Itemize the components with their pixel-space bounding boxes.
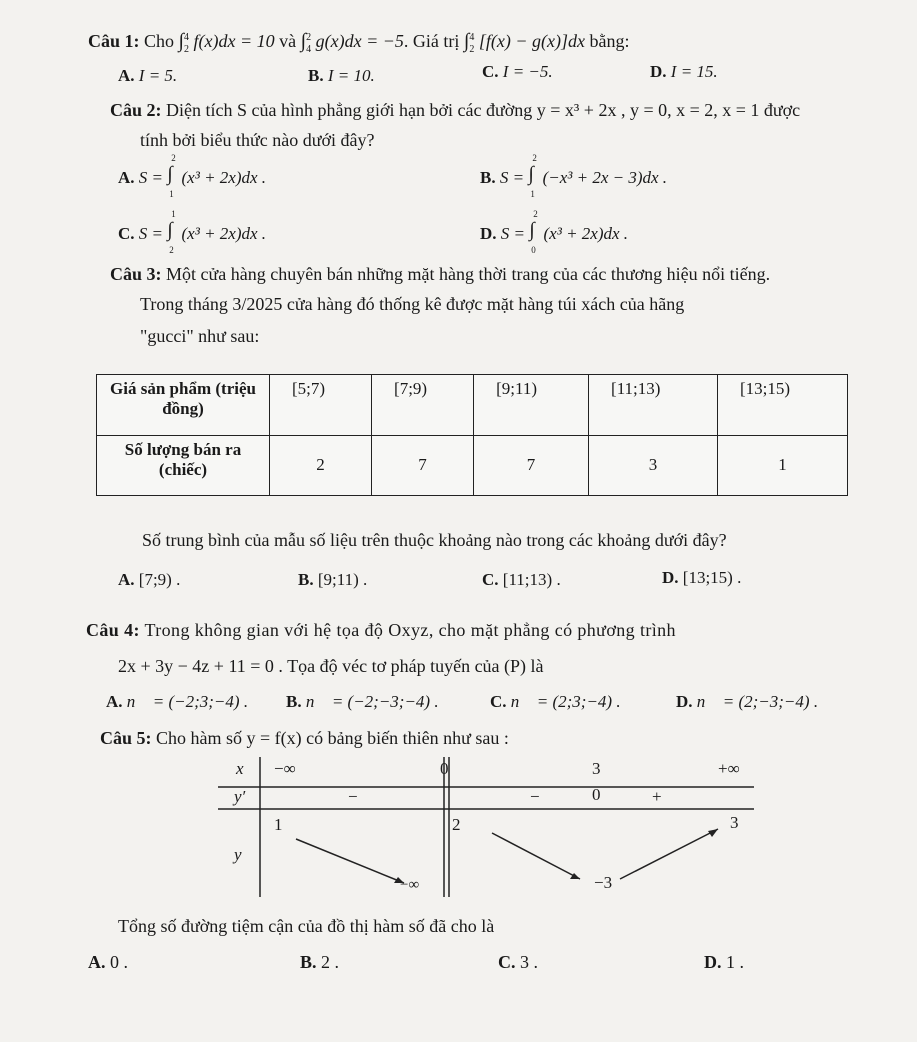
q2-option-b-letter: B. [480,168,496,187]
q5-label: Câu 5: [100,728,152,748]
q2-option-c[interactable] [118,209,267,256]
q5-text: Cho hàm số y = f(x) có bảng biến thiên như sau : [156,728,509,748]
q3-option-d-letter: D. [662,568,679,587]
vt-y-val-1: 1 [274,815,283,834]
q3-label: Câu 3: [110,264,162,284]
vt-y-label: y [234,845,242,864]
q2-option-c-sub: 2 [169,245,174,256]
q1-option-d-text: I = 15. [670,62,718,81]
q1-text-c: bằng: [589,31,630,51]
vt-x-val-2: 0 [440,759,449,778]
q2-option-c-lhs: S = [138,224,164,243]
q1-option-b-text: I = 10. [327,66,375,85]
table-row [97,435,848,496]
q1-option-c-text: I = −5. [502,62,553,81]
vt-arrowhead-3 [708,829,718,837]
q3-option-c[interactable] [482,570,561,590]
vt-y-val-neg-inf: −∞ [400,877,420,893]
q1-option-b-letter: B. [308,66,324,85]
q1-option-d[interactable] [650,62,718,82]
vt-x-label: x [236,759,244,778]
q1-i3-sub: 2 [469,43,475,55]
q1-integral-2-body: g(x)dx = −5 [315,31,404,51]
vt-yp-sign-2: − [530,787,540,806]
q5-option-c[interactable] [498,952,538,973]
q5-option-c-letter: C. [498,952,516,972]
vt-yp-zero: 0 [592,785,601,804]
q2-stem-line2: tính bởi biểu thức nào dưới đây? [140,130,375,150]
q4-option-a-letter: A. [106,692,123,711]
q3-option-b-letter: B. [298,570,314,589]
q2-option-b[interactable] [480,153,668,200]
q3-option-c-text: [11;13) . [502,570,561,589]
q2-option-b-sup: 2 [532,153,537,164]
q3-table-count-5: 1 [717,435,847,496]
q2-option-d-sub: 0 [531,245,536,256]
q2-option-b-sub: 1 [530,189,535,200]
q2-option-c-sup: 1 [171,209,176,220]
q2-option-a-body: (x³ + 2x)dx . [181,168,267,187]
q4-stem-line1 [86,620,676,641]
q1-option-a-letter: A. [118,66,135,85]
q1-and: và [279,31,297,51]
q4-option-c-text: n⃗ = (2;3;−4) . [510,692,621,711]
vt-yp-sign-1: − [348,787,358,806]
q3-option-b-text: [9;11) . [317,570,368,589]
q4-option-b-letter: B. [286,692,302,711]
q3-table-count-3: 7 [474,435,589,496]
q1-option-a-text: I = 5. [138,66,178,85]
q1-option-c-letter: C. [482,62,499,81]
q3-table-count-4: 3 [589,435,718,496]
q2-option-d-lhs: S = [500,224,526,243]
q5-option-b[interactable] [300,952,339,973]
q3-frequency-table [96,374,848,496]
vt-x-val-3: 3 [592,759,601,778]
q5-option-d-letter: D. [704,952,722,972]
q3-line1: Một cửa hàng chuyên bán những mặt hàng thời trang của các thương hiệu nổi tiếng. [166,264,771,284]
vt-arrow-increase [620,829,718,879]
q2-option-a-sub: 1 [169,189,174,200]
q5-option-a-text: 0 . [110,952,128,972]
q1-i2-sup: 2 [306,32,312,43]
q2-option-c-letter: C. [118,224,135,243]
q4-line1: Trong không gian với hệ tọa độ Oxyz, cho mặt phẳng có phương trình [144,620,676,640]
q5-variation-table-lines [218,757,758,897]
q3-option-d-text: [13;15) . [682,568,742,587]
q5-option-d[interactable] [704,952,744,973]
q1-option-d-letter: D. [650,62,667,81]
q1-i3-sup: 4 [469,32,475,43]
q3-table-interval-4: [11;13) [589,375,718,436]
q3-stem-line3: "gucci" như sau: [140,326,260,346]
q4-option-c[interactable] [490,692,621,712]
q1-label: Câu 1: [88,31,140,51]
q1-integral-1-body: f(x)dx = 10 [193,31,275,51]
q3-option-d[interactable] [662,568,741,588]
q2-option-b-integral-icon: ∫ [528,163,534,186]
q2-option-d-body: (x³ + 2x)dx . [543,224,629,243]
q4-option-c-letter: C. [490,692,507,711]
q1-i2-sub: 4 [306,43,312,55]
q4-option-d[interactable] [676,692,818,712]
q5-option-a[interactable] [88,952,128,973]
q1-option-c[interactable] [482,62,553,82]
vt-arrow-decrease-2 [492,833,580,879]
q3-option-b[interactable] [298,570,367,590]
vt-x-val-1: −∞ [274,759,296,778]
q5-variation-table [218,757,758,897]
q3-option-a-text: [7;9) . [138,570,181,589]
q1-integral-3-sign: ∫ [463,30,470,52]
q2-option-a-integral-icon: ∫ [167,163,173,186]
q5-option-c-text: 3 . [520,952,538,972]
q2-option-c-body: (x³ + 2x)dx . [181,224,267,243]
q2-option-a-lhs: S = [138,168,164,187]
q3-table-interval-3: [9;11) [474,375,589,436]
q1-text-a: Cho [144,31,175,51]
q4-option-a-text: n⃗ = (−2;3;−4) . [126,692,249,711]
q2-option-d[interactable] [480,209,629,256]
q3-table-row1-head: Giá sản phẩm (triệu đồng) [97,375,270,436]
q2-stem-line1 [110,100,800,121]
q4-option-b-text: n⃗ = (−2;−3;−4) . [305,692,439,711]
q3-option-c-letter: C. [482,570,499,589]
q2-line1: Diện tích S của hình phẳng giới hạn bởi các đường y = x³ + 2x , y = 0, x = 2, x = 1 được [166,100,801,120]
q2-option-d-letter: D. [480,224,497,243]
q3-table-interval-2: [7;9) [372,375,474,436]
q5-option-b-letter: B. [300,952,317,972]
q3-table-interval-1: [5;7) [270,375,372,436]
q3-question: Số trung bình của mẫu số liệu trên thuộc khoảng nào trong các khoảng dưới đây? [142,530,727,550]
q5-option-b-text: 2 . [321,952,340,972]
q2-option-b-body: (−x³ + 2x − 3)dx . [542,168,668,187]
q2-option-b-lhs: S = [499,168,525,187]
q4-label: Câu 4: [86,620,140,640]
q2-option-d-sup: 2 [533,209,538,220]
q3-option-a[interactable] [118,570,180,590]
q5-option-d-text: 1 . [726,952,744,972]
q3-stem-line2: Trong tháng 3/2025 cửa hàng đó thống kê được mặt hàng túi xách của hãng [140,294,685,314]
q1-integral-2-sign: ∫ [300,30,307,52]
q2-option-a-letter: A. [118,168,135,187]
vt-y-val-3: 3 [730,813,739,832]
vt-y-val-2: 2 [452,815,461,834]
q5-option-a-letter: A. [88,952,106,972]
q1-text-b: . Giá trị [403,31,460,51]
q2-label: Câu 2: [110,100,162,120]
q4-option-b[interactable] [286,692,439,712]
q3-option-a-letter: A. [118,570,135,589]
q1-integral-1-sign: ∫ [178,30,185,52]
q4-option-a[interactable] [106,692,248,712]
q3-table-count-1: 2 [270,435,372,496]
q4-stem-line2: 2x + 3y − 4z + 11 = 0 . Tọa độ véc tơ pháp tuyến của (P) là [118,656,544,676]
table-row [97,375,848,436]
q5-stem [100,728,509,749]
q1-stem [88,30,629,55]
q3-table-row2-head: Số lượng bán ra (chiếc) [97,435,270,496]
q4-option-d-letter: D. [676,692,693,711]
q1-i1-sub: 2 [184,43,190,55]
vt-y-val-min: −3 [594,873,613,892]
q2-option-a[interactable] [118,153,267,200]
q3-table-interval-5: [13;15) [717,375,847,436]
vt-yp-sign-3: + [652,787,662,806]
q4-option-d-text: n⃗ = (2;−3;−4) . [696,692,819,711]
vt-x-val-4: +∞ [718,759,740,778]
q3-stem-line1 [110,264,770,285]
vt-yp-label: y′ [234,787,246,806]
q2-option-a-sup: 2 [171,153,176,164]
q5-question: Tổng số đường tiệm cận của đồ thị hàm số đã cho là [118,916,495,936]
q1-i1-sup: 4 [184,32,190,43]
q2-option-c-integral-icon: ∫ [167,219,173,242]
vt-arrow-decrease-1 [296,839,404,883]
q1-option-a[interactable] [118,66,177,86]
q2-option-d-integral-icon: ∫ [529,219,535,242]
q1-option-b[interactable] [308,66,375,86]
q3-table-count-2: 7 [372,435,474,496]
q1-integral-3-body: [f(x) − g(x)]dx [478,31,585,51]
